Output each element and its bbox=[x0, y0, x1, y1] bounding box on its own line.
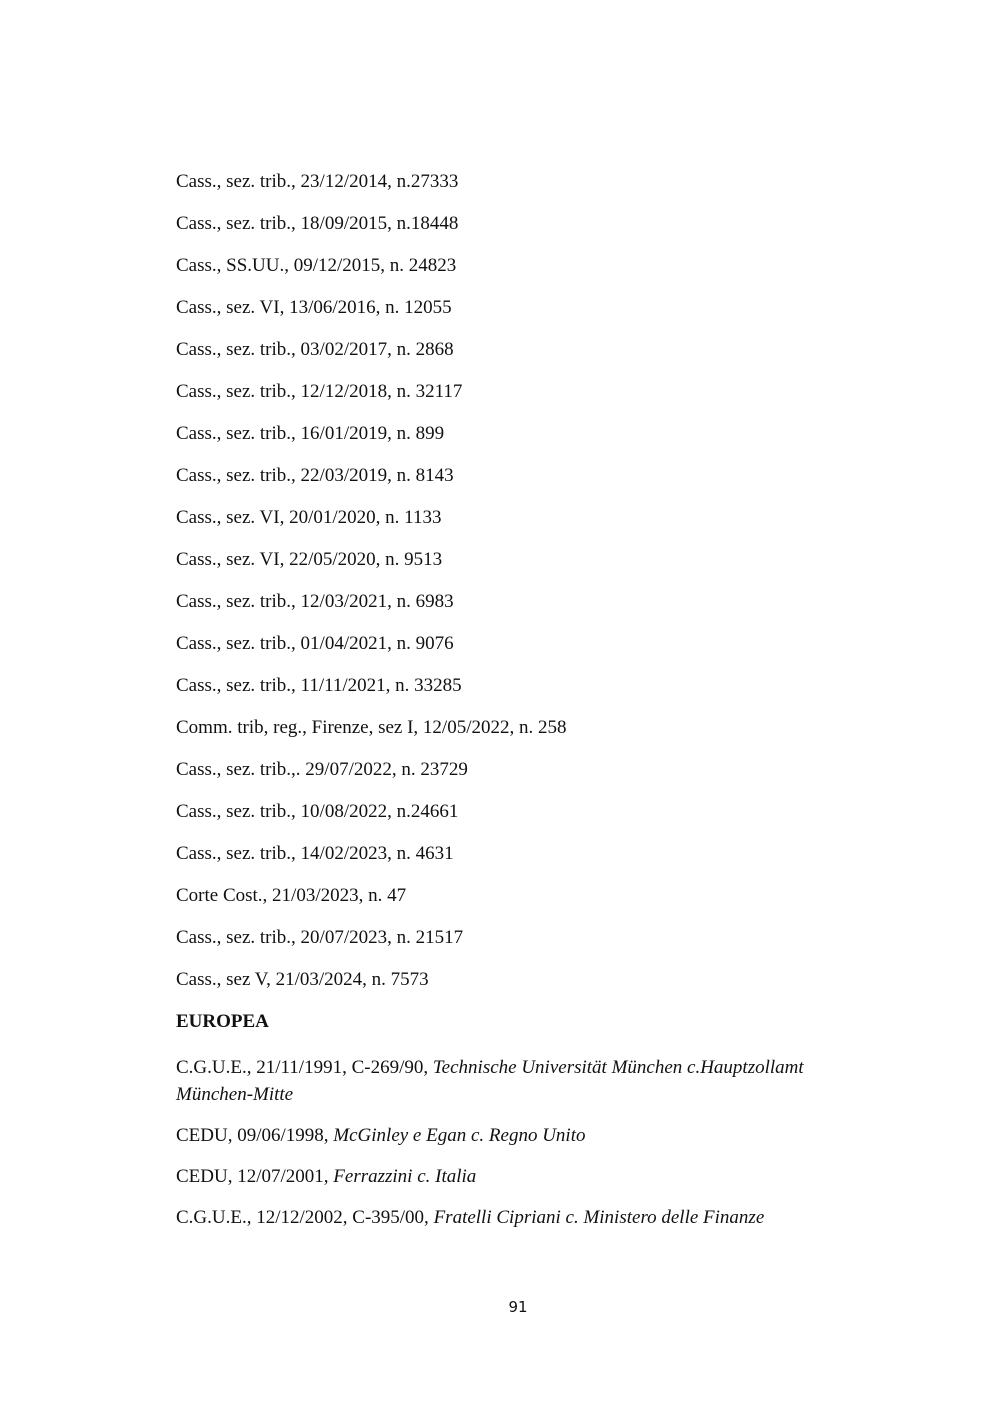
case-entry: Cass., sez. trib., 03/02/2017, n. 2868 bbox=[176, 339, 454, 360]
case-entry: Cass., sez. trib., 20/07/2023, n. 21517 bbox=[176, 927, 464, 948]
european-case-entry bbox=[176, 1163, 876, 1190]
european-case-list bbox=[176, 1054, 876, 1231]
case-entry: Comm. trib, reg., Firenze, sez I, 12/05/2022, n. 258 bbox=[176, 717, 567, 738]
case-entry: Cass., sez. trib., 11/11/2021, n. 33285 bbox=[176, 675, 462, 696]
case-citation: CEDU, 09/06/1998, bbox=[176, 1125, 334, 1146]
case-entry: Cass., sez. trib., 18/09/2015, n.18448 bbox=[176, 213, 459, 234]
section-heading-europea: EUROPEA bbox=[176, 1011, 269, 1032]
case-entry: Cass., sez. trib., 23/12/2014, n.27333 bbox=[176, 171, 459, 192]
national-case-list bbox=[176, 168, 876, 994]
case-entry: Cass., sez. trib., 22/03/2019, n. 8143 bbox=[176, 465, 454, 486]
european-case-entry bbox=[176, 1054, 876, 1108]
case-name: Technische Universität München c.Hauptzollamt München-Mitte bbox=[176, 1057, 804, 1105]
case-entry: Cass., sez. VI, 22/05/2020, n. 9513 bbox=[176, 549, 443, 570]
bibliography-content bbox=[176, 168, 876, 1245]
case-citation: CEDU, 12/07/2001, bbox=[176, 1166, 334, 1187]
case-entry: Cass., sez. trib., 01/04/2021, n. 9076 bbox=[176, 633, 454, 654]
case-name: Fratelli Cipriani c. Ministero delle Finanze bbox=[433, 1207, 765, 1228]
case-entry: Cass., SS.UU., 09/12/2015, n. 24823 bbox=[176, 255, 457, 276]
european-case-entry bbox=[176, 1204, 876, 1231]
case-entry: Cass., sez. trib., 16/01/2019, n. 899 bbox=[176, 423, 445, 444]
case-name: McGinley e Egan c. Regno Unito bbox=[333, 1125, 586, 1146]
case-entry: Cass., sez. trib.,. 29/07/2022, n. 23729 bbox=[176, 759, 468, 780]
case-entry: Cass., sez. trib., 10/08/2022, n.24661 bbox=[176, 801, 459, 822]
case-citation: C.G.U.E., 12/12/2002, C-395/00, bbox=[176, 1207, 434, 1228]
case-entry: Cass., sez. trib., 14/02/2023, n. 4631 bbox=[176, 843, 454, 864]
case-citation: C.G.U.E., 21/11/1991, C-269/90, bbox=[176, 1057, 433, 1078]
case-entry: Cass., sez. trib., 12/03/2021, n. 6983 bbox=[176, 591, 454, 612]
case-entry: Corte Cost., 21/03/2023, n. 47 bbox=[176, 885, 407, 906]
case-name: Ferrazzini c. Italia bbox=[333, 1166, 477, 1187]
case-entry: Cass., sez V, 21/03/2024, n. 7573 bbox=[176, 969, 429, 990]
case-entry: Cass., sez. trib., 12/12/2018, n. 32117 bbox=[176, 381, 463, 402]
case-entry: Cass., sez. VI, 20/01/2020, n. 1133 bbox=[176, 507, 442, 528]
page-number: 91 bbox=[508, 1298, 528, 1316]
case-entry: Cass., sez. VI, 13/06/2016, n. 12055 bbox=[176, 297, 452, 318]
european-case-entry bbox=[176, 1122, 876, 1149]
